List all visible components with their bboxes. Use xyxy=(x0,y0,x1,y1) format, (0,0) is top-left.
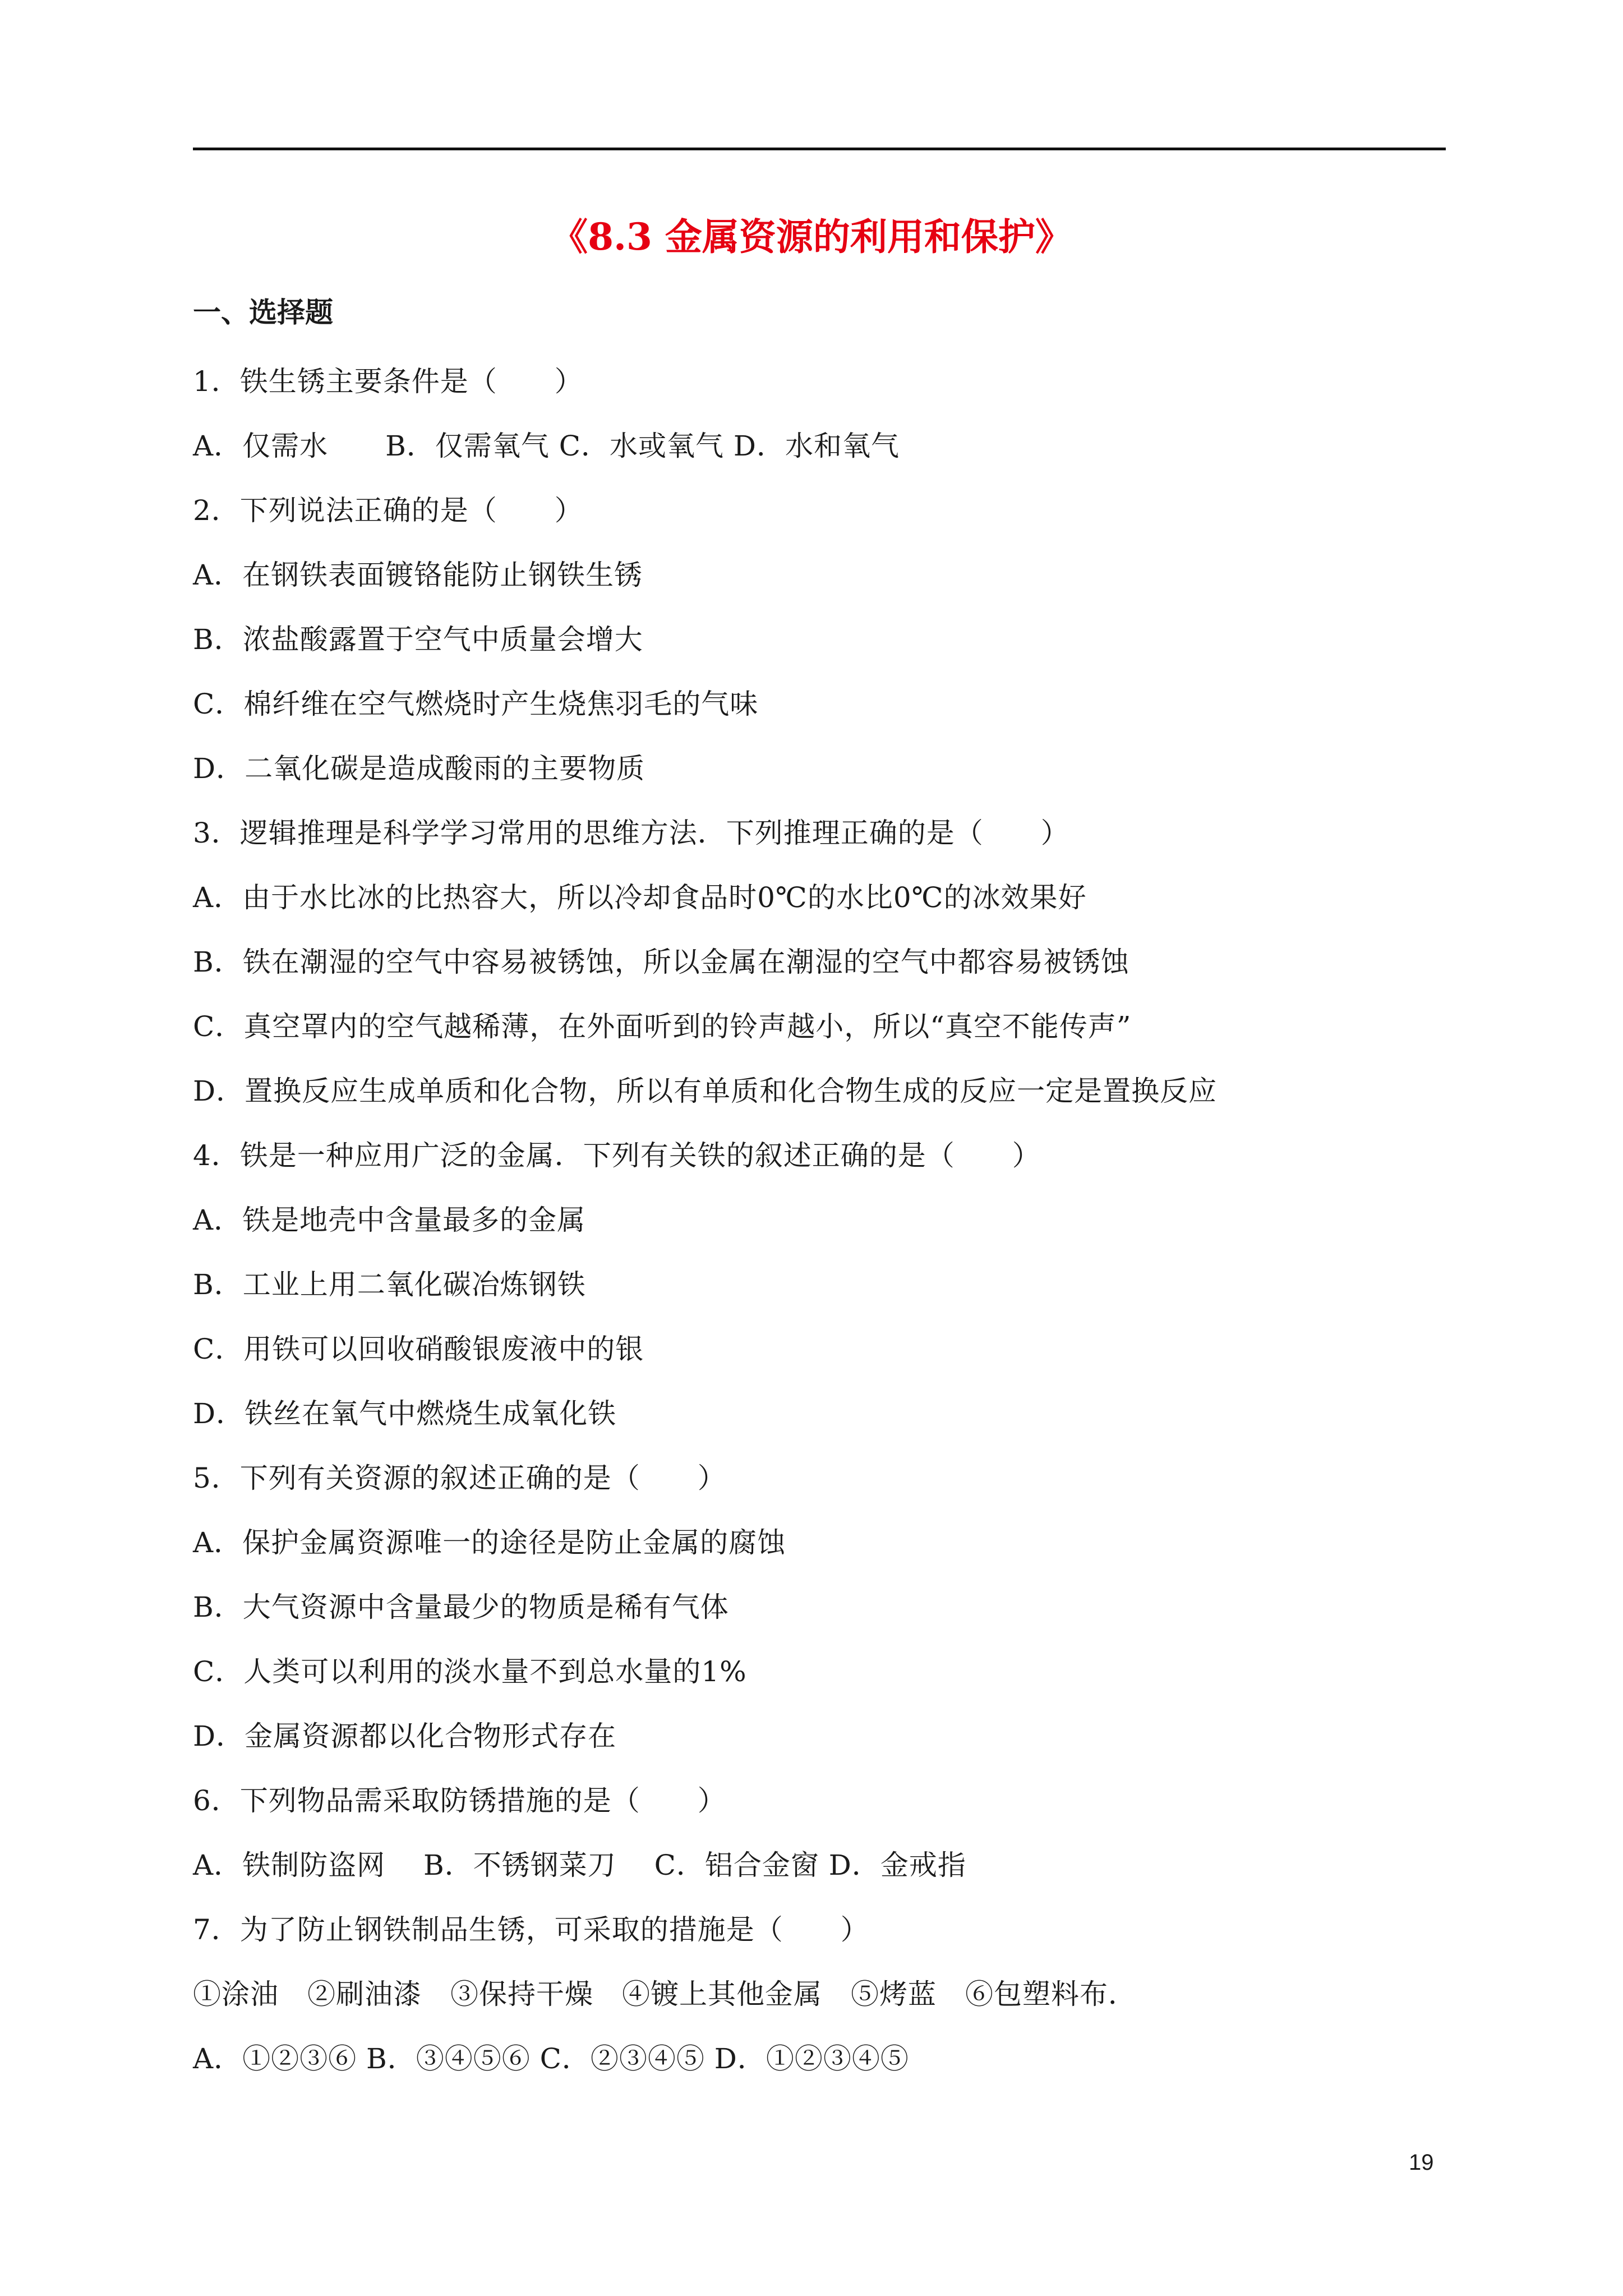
question-7-options: A．①②③⑥ B．③④⑤⑥ C．②③④⑤ D．①②③④⑤ xyxy=(193,2042,909,2075)
question-1: 1．铁生锈主要条件是（ ） xyxy=(193,365,583,398)
question-4-option-a: A．铁是地壳中含量最多的金属 xyxy=(193,1204,586,1236)
question-3-option-b: B．铁在潮湿的空气中容易被锈蚀，所以金属在潮湿的空气中都容易被锈蚀 xyxy=(193,946,1129,978)
question-7-measures-list: ①涂油 ②刷油漆 ③保持干燥 ④镀上其他金属 ⑤烤蓝 ⑥包塑料布． xyxy=(193,1978,1137,2010)
question-3-option-a: A．由于水比冰的比热容大，所以冷却食品时0℃的水比0℃的冰效果好 xyxy=(193,881,1087,914)
section-heading: 一、选择题 xyxy=(193,296,333,329)
document-title: 《8.3 金属资源的利用和保护》 xyxy=(551,215,1072,259)
question-4-option-c: C．用铁可以回收硝酸银废液中的银 xyxy=(193,1333,644,1365)
question-2-option-b: B．浓盐酸露置于空气中质量会增大 xyxy=(193,623,643,656)
question-5-option-a: A．保护金属资源唯一的途径是防止金属的腐蚀 xyxy=(193,1526,786,1559)
question-7: 7．为了防止钢铁制品生锈，可采取的措施是（ ） xyxy=(193,1913,869,1946)
question-6-options: A．铁制防盗网 B．不锈钢菜刀 C．铝合金窗 D．金戒指 xyxy=(193,1849,966,1881)
question-5-option-d: D．金属资源都以化合物形式存在 xyxy=(193,1720,617,1752)
question-2-option-c: C．棉纤维在空气燃烧时产生烧焦羽毛的气味 xyxy=(193,688,759,720)
question-6: 6．下列物品需采取防锈措施的是（ ） xyxy=(193,1784,726,1817)
question-2-option-d: D．二氧化碳是造成酸雨的主要物质 xyxy=(193,752,645,785)
question-3-option-c: C．真空罩内的空气越稀薄，在外面听到的铃声越小，所以“真空不能传声” xyxy=(193,1010,1132,1043)
question-2: 2．下列说法正确的是（ ） xyxy=(193,494,583,527)
question-1-options: A．仅需水 B．仅需氧气 C．水或氧气 D．水和氧气 xyxy=(193,430,900,462)
question-4-option-d: D．铁丝在氧气中燃烧生成氧化铁 xyxy=(193,1397,617,1430)
question-3-option-d: D．置换反应生成单质和化合物，所以有单质和化合物生成的反应一定是置换反应 xyxy=(193,1075,1218,1107)
question-4: 4．铁是一种应用广泛的金属．下列有关铁的叙述正确的是（ ） xyxy=(193,1139,1041,1172)
question-5: 5．下列有关资源的叙述正确的是（ ） xyxy=(193,1462,726,1494)
question-5-option-b: B．大气资源中含量最少的物质是稀有气体 xyxy=(193,1591,729,1623)
page-number: 19 xyxy=(1409,2150,1434,2175)
question-3: 3．逻辑推理是科学学习常用的思维方法．下列推理正确的是（ ） xyxy=(193,817,1069,849)
question-2-option-a: A．在钢铁表面镀铬能防止钢铁生锈 xyxy=(193,559,643,591)
header-rule xyxy=(193,148,1446,150)
question-4-option-b: B．工业上用二氧化碳冶炼钢铁 xyxy=(193,1268,586,1301)
question-5-option-c: C．人类可以利用的淡水量不到总水量的1% xyxy=(193,1655,747,1688)
